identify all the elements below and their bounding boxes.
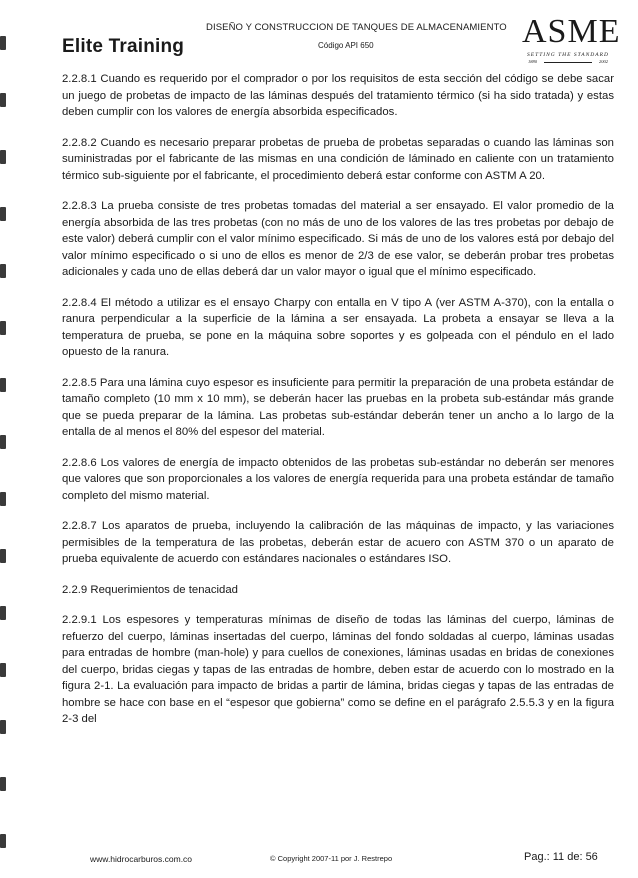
binding-mark [0, 378, 6, 392]
binding-mark [0, 321, 6, 335]
binding-mark [0, 720, 6, 734]
footer-copyright: © Copyright 2007-11 por J. Restrepo [270, 854, 393, 863]
paragraph-2-2-8-5: 2.2.8.5 Para una lámina cuyo espesor es insuficiente para permitir la preparación de una probeta estándar de tamaño completo (10 mm x 10 mm), se deberán hacer las pruebas en la probeta sub-estándar más grande que se pueda preparar de la lámina. Las probetas sub-estándar deberán tener un ancho a lo largo de la entalla de al menos el 80% del espesor del material. [62, 376, 614, 438]
paragraph-2-2-8-4: 2.2.8.4 El método a utilizar es el ensayo Charpy con entalla en V tipo A (ver ASTM A-370), con la entalla o ranura perpendicular a la superficie de la lámina a ser ensayada. La probeta a ensayar se lleva a la temperatura de prueba, se pone en la máquina sobre soportes y es golpeada con el péndulo en el lado opuesto de la ranura. [62, 296, 614, 358]
asme-logo [522, 13, 621, 64]
brand-name: Elite Training [62, 36, 185, 57]
binding-mark [0, 606, 6, 620]
binding-mark [0, 777, 6, 791]
binding-mark [0, 492, 6, 506]
binding-mark [0, 93, 6, 107]
binding-mark [0, 663, 6, 677]
document-code: Código API 650 [318, 41, 374, 50]
binding-mark [0, 549, 6, 563]
paragraph-2-2-8-1: 2.2.8.1 Cuando es requerido por el comprador o por los requisitos de esta sección del código se debe sacar un juego de probetas de impacto de las láminas después del tratamiento térmico (si ha sido tratada) y estas deben cumplir con los valores de energía absorbida especificados. [62, 73, 614, 118]
logo-tagline: SETTING THE STANDARD [527, 52, 609, 58]
paragraph-2-2-9-1: 2.2.9.1 Los espesores y temperaturas mínimas de diseño de todas las láminas del cuerpo, láminas de refuerzo del cuerpo, láminas insertadas del cuerpo, láminas del fondo soldadas al cuerpo, láminas usadas para entradas de hombre (man-hole) y para cuellos de conexiones, láminas usadas en bridas de conexiones del cuerpo, bridas ciegas y tapas de las entradas de hombre, deben estar de acuerdo con lo mostrado en la figura 2-1. La evaluación para impacto de bridas a partir de lámina, bridas ciegas y tapas de las entradas de hombre se hace con base en el “espesor que gobierna” como se define en el parágrafo 2.5.5.3 y en la figura 2-3 del [62, 614, 614, 725]
paragraph-2-2-8-7: 2.2.8.7 Los aparatos de prueba, incluyendo la calibración de las máquinas de impacto, y las variaciones permisibles de la temperatura de las probetas, deberán estar de acuero con ASTM 370 o un aparato de prueba equivalente de acuerdo con estándares nacionales o estándares ISO. [62, 520, 614, 565]
footer-website: www.hidrocarburos.com.co [90, 854, 193, 864]
paragraph-2-2-8-3: 2.2.8.3 La prueba consiste de tres probetas tomadas del material a ser ensayado. El valor promedio de la energía absorbida de las tres probetas (con no más de uno de los valores de las tres probetas por debajo de este valor) deberá cumplir con el valor mínimo especificado. Si más de uno de los valores está por debajo del valor mínimo especificado o si uno de ellos es menor de 2/3 de ese valor, se deberán probar tres probetas adicionales y cada uno de ellas deberá dar un valor mayor o igual que el mínimo especificado. [62, 200, 614, 278]
binding-mark [0, 435, 6, 449]
binding-mark [0, 207, 6, 221]
page-header [0, 0, 638, 66]
section-heading-2-2-9: 2.2.9 Requerimientos de tenacidad [62, 583, 238, 596]
binding-mark [0, 834, 6, 848]
logo-year-start: 1880 [528, 59, 537, 64]
paragraph-2-2-8-6: 2.2.8.6 Los valores de energía de impacto obtenidos de las probetas sub-estándar no deberán ser menores que valores que son proporcionales a los valores de energía requerida para una probeta estándar de tamaño completo del mismo material. [62, 456, 614, 502]
page-number: Pag.: 11 de: 56 [524, 851, 598, 863]
document-title: DISEÑO Y CONSTRUCCION DE TANQUES DE ALMACENAMIENTO [206, 22, 507, 33]
logo-text: ASME [522, 13, 621, 50]
page-footer [0, 848, 638, 872]
logo-year-end: 2002 [599, 59, 608, 64]
binding-mark [0, 264, 6, 278]
paragraph-2-2-8-2: 2.2.8.2 Cuando es necesario preparar probetas de prueba de probetas separadas o cuando las láminas son suministradas por el fabricante de las mismas en una condición de láminado en caliente con un tratamiento térmico sub-siguiente por el fabricante, el procedimiento deberá estar conforme con ASTM A 20. [62, 136, 614, 182]
document-body [62, 71, 614, 742]
binding-marks [0, 0, 10, 878]
logo-year-line [544, 62, 592, 63]
binding-mark [0, 150, 6, 164]
